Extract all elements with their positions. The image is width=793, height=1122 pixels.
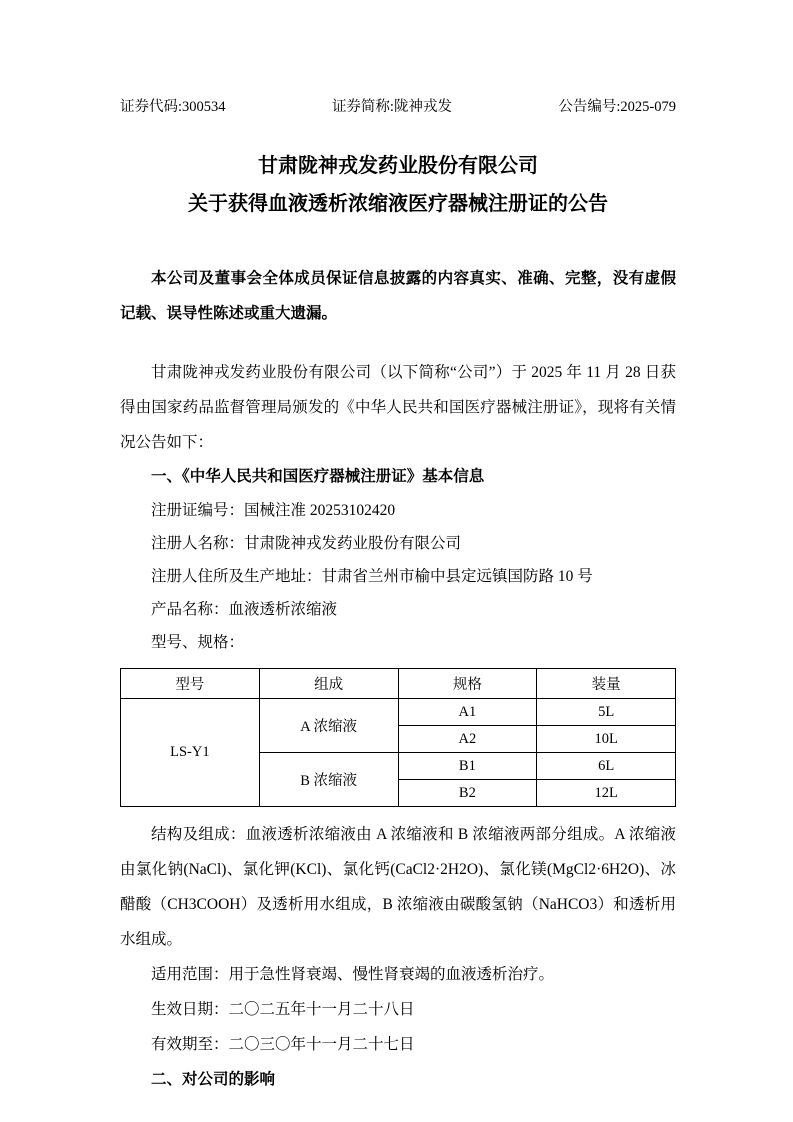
board-declaration: 本公司及董事会全体成员保证信息披露的内容真实、准确、完整，没有虚假记载、误导性陈述或重大遗漏。	[120, 270, 676, 322]
column-header-model: 型号	[121, 669, 260, 699]
stock-code: 证券代码:300534	[120, 99, 226, 115]
volume-cell: 12L	[537, 780, 676, 807]
model-cell: LS-Y1	[121, 699, 260, 807]
section2-heading: 二、对公司的影响	[151, 1071, 276, 1088]
document-title	[120, 147, 676, 223]
spec-cell: A2	[398, 726, 537, 753]
product-name-line: 产品名称：血液透析浓缩液	[151, 601, 338, 618]
structure-composition-paragraph: 结构及组成：血液透析浓缩液由 A 浓缩液和 B 浓缩液两部分组成。A 浓缩液由氯化钠(NaCl)、氯化钾(KCl)、氯化钙(CaCl2·2H2O)、氯化镁(MgCl2·6H2O)、冰醋酸（CH3COOH）及透析用水组成，B 浓缩液由碳酸氢钠（NaHCO3）和透析用水组成。	[120, 826, 676, 948]
column-header-spec: 规格	[398, 669, 537, 699]
column-header-volume: 装量	[537, 669, 676, 699]
column-header-composition: 组成	[259, 669, 398, 699]
effective-date-line: 生效日期：二〇二五年十一月二十八日	[151, 1001, 415, 1018]
scope-line: 适用范围：用于急性肾衰竭、慢性肾衰竭的血液透析治疗。	[151, 966, 555, 983]
spec-cell: B1	[398, 753, 537, 780]
expiry-date-line: 有效期至：二〇三〇年十一月二十七日	[151, 1036, 415, 1053]
registrant-address-line: 注册人住所及生产地址：甘肃省兰州市榆中县定远镇国防路 10 号	[151, 568, 593, 585]
document-header	[120, 97, 676, 117]
spec-cell: B2	[398, 780, 537, 807]
registration-number-line: 注册证编号：国械注准 20253102420	[151, 502, 396, 519]
composition-a-cell: A 浓缩液	[259, 699, 398, 753]
table-header-row	[121, 669, 676, 699]
stock-short-name: 证券简称:陇神戎发	[331, 99, 452, 115]
spec-cell: A1	[398, 699, 537, 726]
section1-heading: 一、《中华人民共和国医疗器械注册证》基本信息	[151, 468, 485, 485]
model-spec-label-line: 型号、规格：	[151, 634, 245, 651]
volume-cell: 6L	[537, 753, 676, 780]
title-line-1: 甘肃陇神戎发药业股份有限公司	[258, 155, 538, 177]
model-spec-table	[120, 668, 676, 807]
composition-b-cell: B 浓缩液	[259, 753, 398, 807]
table-row	[121, 699, 676, 726]
volume-cell: 10L	[537, 726, 676, 753]
volume-cell: 5L	[537, 699, 676, 726]
registrant-name-line: 注册人名称：甘肃陇神戎发药业股份有限公司	[151, 535, 462, 552]
announcement-number: 公告编号:2025-079	[558, 99, 676, 115]
title-line-2: 关于获得血液透析浓缩液医疗器械注册证的公告	[188, 193, 608, 215]
intro-paragraph: 甘肃陇神戎发药业股份有限公司（以下简称“公司”）于 2025 年 11 月 28 日获得由国家药品监督管理局颁发的《中华人民共和国医疗器械注册证》，现将有关情况公告如下：	[120, 364, 676, 451]
